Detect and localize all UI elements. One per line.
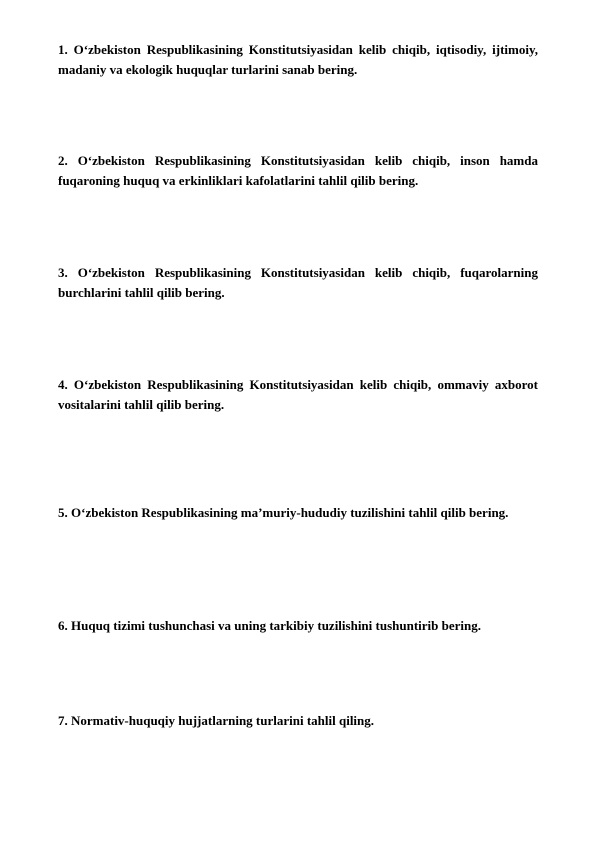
question-7: 7. Normativ-huquqiy hujjatlarning turlarini tahlil qiling.	[58, 713, 375, 728]
question-5: 5. O‘zbekiston Respublikasining ma’muriy-hududiy tuzilishini tahlil qilib bering.	[58, 505, 509, 520]
question-1: 1. O‘zbekiston Respublikasining Konstitutsiyasidan kelib chiqib, iqtisodiy, ijtimoiy, madaniy va ekologik huquqlar turlarini sanab bering.	[58, 42, 538, 77]
question-3: 3. O‘zbekiston Respublikasining Konstitutsiyasidan kelib chiqib, fuqarolarning burchlarini tahlil qilib bering.	[58, 265, 538, 300]
question-4: 4. O‘zbekiston Respublikasining Konstitutsiyasidan kelib chiqib, ommaviy axborot vositalarini tahlil qilib bering.	[58, 377, 538, 412]
question-6: 6. Huquq tizimi tushunchasi va uning tarkibiy tuzilishini tushuntirib bering.	[58, 618, 481, 633]
question-2: 2. O‘zbekiston Respublikasining Konstitutsiyasidan kelib chiqib, inson hamda fuqaroning huquq va erkinliklari kafolatlarini tahlil qilib bering.	[58, 153, 538, 188]
